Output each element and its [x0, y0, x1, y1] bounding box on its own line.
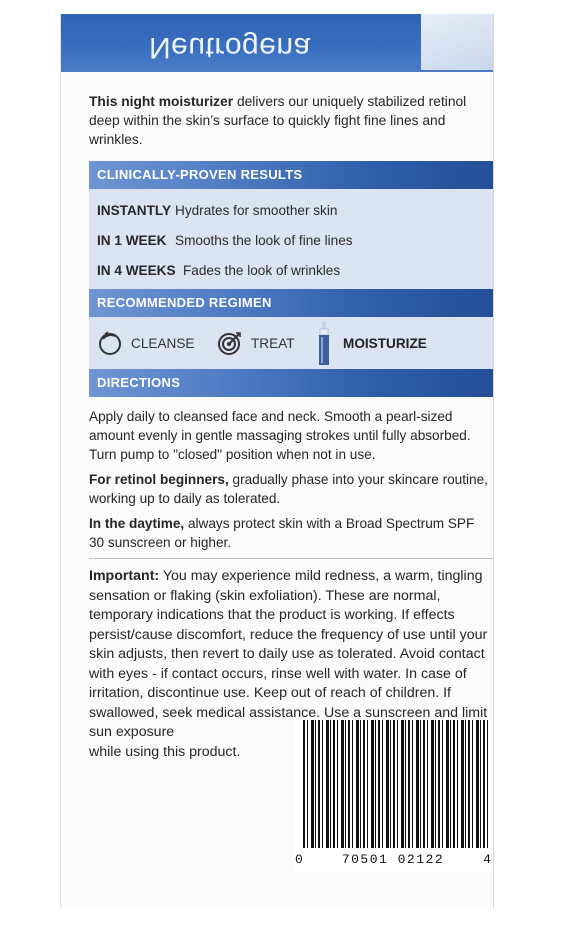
beginners-text: gradually phase into your skincare routine, working up to daily as tolerated.	[89, 472, 488, 506]
result-when: IN 4 WEEKS	[97, 262, 176, 278]
regimen-step-label: TREAT	[251, 335, 295, 351]
cleanse-icon	[97, 330, 123, 356]
result-when: INSTANTLY	[97, 202, 172, 218]
result-text: Hydrates for smoother skin	[175, 202, 338, 218]
results-panel	[89, 189, 493, 289]
product-box-back	[60, 14, 494, 908]
regimen-step-cleanse	[97, 330, 194, 356]
intro-text: delivers our uniquely stabilized retinol deep within the skin’s surface to quickly fight fine lines and wrinkles.	[89, 94, 467, 147]
top-blue-band	[61, 14, 493, 72]
regimen-step-treat	[217, 330, 295, 356]
result-text: Smooths the look of fine lines	[175, 232, 353, 248]
content-area	[89, 92, 493, 762]
intro-bold: This night moisturizer	[89, 94, 234, 109]
target-icon	[217, 330, 243, 356]
barcode-number	[295, 852, 491, 867]
regimen-step-label: MOISTURIZE	[343, 335, 427, 351]
barcode-digit-left: 0	[295, 852, 303, 867]
barcode-bars	[303, 720, 491, 848]
bottle-icon	[315, 321, 333, 365]
daytime-text: always protect skin with a Broad Spectrum SPF 30 sunscreen or higher.	[89, 516, 475, 550]
regimen-panel	[89, 317, 493, 369]
result-row	[97, 225, 493, 255]
result-when: IN 1 WEEK	[97, 232, 167, 248]
directions-beginners	[89, 470, 493, 508]
box-flap	[421, 14, 493, 70]
brand-mirrored-text: Neutrogena	[149, 31, 311, 64]
directions-text	[89, 397, 493, 552]
important-last-line: while using this product.	[89, 743, 241, 760]
section-divider	[89, 558, 493, 559]
directions-paragraph: Apply daily to cleansed face and neck. Smooth a pearl-sized amount evenly in gentle massaging strokes until fully absorbed. Turn pump to "closed" position when not in use.	[89, 409, 471, 462]
directions-header: DIRECTIONS	[89, 369, 493, 397]
barcode-digits: 70501 02122	[341, 852, 445, 867]
beginners-bold: For retinol beginners,	[89, 472, 229, 487]
regimen-step-moisturize	[315, 321, 427, 365]
important-text: You may experience mild redness, a warm, tingling sensation or flaking (skin exfoliation). These are normal, temporary indications that the product is working. If effects persist/cause discomfort, reduce the frequency of use until your skin adjusts, then revert to daily use as tolerated. Avoid contact with eyes - if contact occurs, rinse well with water. In case of irritation, discontinue use. Keep out of reach of children. If swallowed, seek medical assistance. Use a sunscreen and limit sun exposure	[89, 568, 488, 740]
results-header: CLINICALLY-PROVEN RESULTS	[89, 161, 493, 189]
regimen-header: RECOMMENDED REGIMEN	[89, 289, 493, 317]
result-row	[97, 195, 493, 225]
regimen-step-label: CLEANSE	[131, 335, 195, 351]
important-label: Important:	[89, 568, 160, 584]
result-row	[97, 255, 493, 285]
daytime-bold: In the daytime,	[89, 516, 185, 531]
result-text: Fades the look of wrinkles	[183, 262, 341, 278]
directions-daytime	[89, 514, 493, 552]
barcode-digit-right: 4	[483, 852, 491, 867]
barcode	[295, 720, 491, 872]
intro-paragraph	[89, 92, 493, 149]
